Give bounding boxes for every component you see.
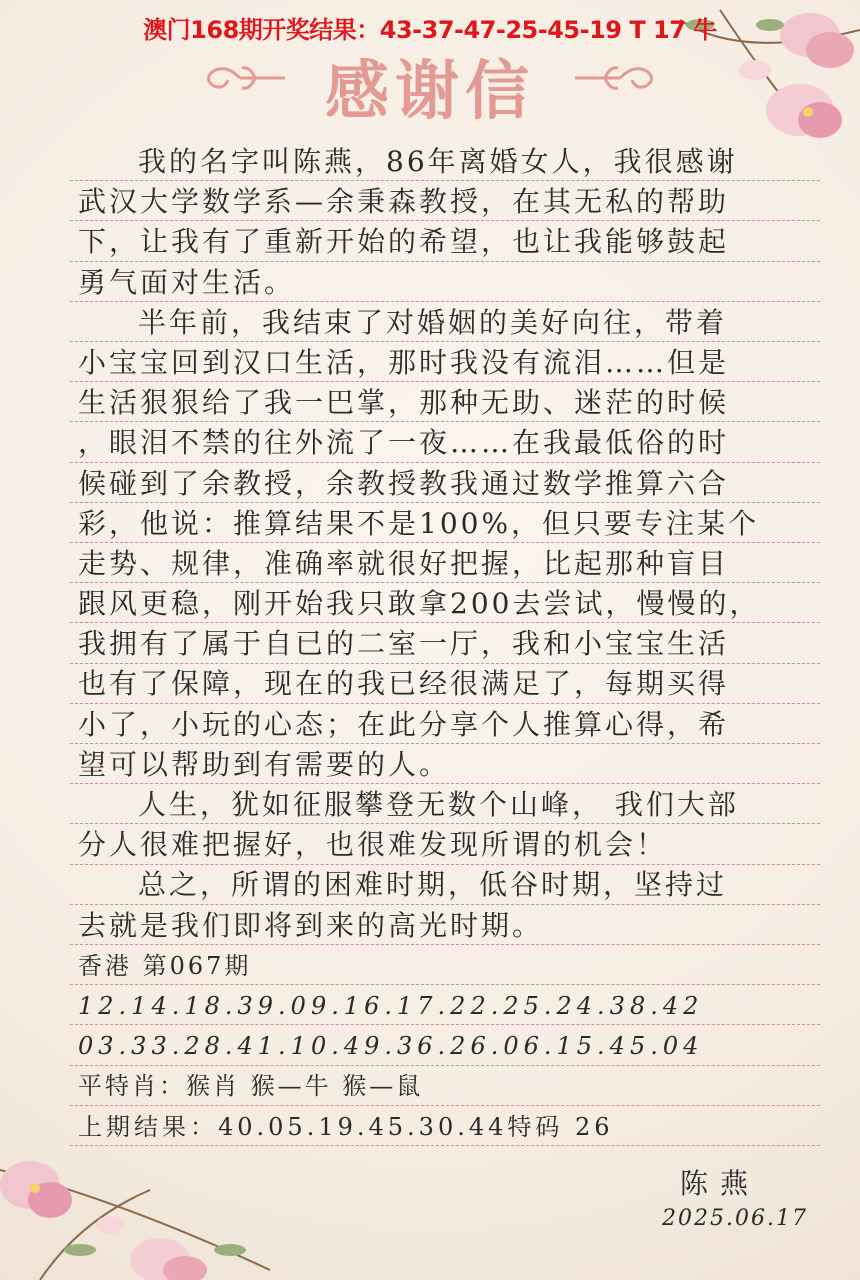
signature-date: 2025.06.17 — [662, 1206, 808, 1231]
lottery-headline: 澳门168期开奖结果：43-37-47-25-45-19 T 17 牛 — [143, 16, 717, 44]
letter-line: 彩，他说：推算结果不是100%，但只要专注某个 — [78, 506, 760, 540]
title-area — [0, 40, 860, 129]
letter-line: 半年前，我结束了对婚姻的美好向往，带着 — [138, 305, 728, 339]
letter-line: 望可以帮助到有需要的人。 — [78, 747, 451, 781]
numbers-row-2: 03.33.28.41.10.49.36.26.06.15.45.04 — [78, 1032, 704, 1061]
letter-line: 小了，小玩的心态；在此分享个人推算心得，希 — [78, 707, 730, 741]
letter-line: 走势、规律，准确率就很好把握，比起那种盲目 — [78, 546, 730, 580]
letter-line: 勇气面对生活。 — [78, 265, 296, 299]
letter-line: ，眼泪不禁的往外流了一夜……在我最低俗的时 — [78, 426, 730, 460]
letter-line: 总之，所谓的困难时期，低谷时期，坚持过 — [138, 868, 728, 902]
letter-line: 我的名字叫陈燕，86年离婚女人，我很感谢 — [138, 145, 738, 178]
letter-line: 生活狠狠给了我一巴掌，那种无助、迷茫的时候 — [78, 386, 730, 420]
letter-line: 武汉大学数学系—余秉森教授，在其无私的帮助 — [78, 185, 730, 219]
letter-line: 候碰到了余教授，余教授教我通过数学推算六合 — [78, 466, 730, 500]
flowers-bottom-left — [0, 1130, 280, 1280]
letter-body — [78, 142, 818, 1147]
signature-name: 陈燕 — [680, 1167, 761, 1200]
period-label: 香港 第067期 — [78, 951, 252, 980]
letter-line: 小宝宝回到汉口生活，那时我没有流泪……但是 — [78, 345, 730, 379]
letter-line: 我拥有了属于自已的二室一厅，我和小宝宝生活 — [78, 627, 730, 661]
letter-line: 也有了保障，现在的我已经很满足了，每期买得 — [78, 667, 730, 701]
numbers-row-1: 12.14.18.39.09.16.17.22.25.24.38.42 — [78, 991, 704, 1020]
letter-title: 感谢信 — [325, 54, 535, 129]
ornament-right-icon — [570, 58, 660, 98]
letter-line: 跟风更稳，刚开始我只敢拿200去尝试，慢慢的， — [78, 587, 761, 621]
letter-line: 人生，犹如征服攀登无数个山峰， 我们大部 — [138, 788, 739, 821]
letter-line: 去就是我们即将到来的高光时期。 — [78, 908, 544, 942]
last-result-line: 上期结果：40.05.19.45.30.44特码 26 — [78, 1112, 614, 1141]
letter-line: 分人很难把握好，也很难发现所谓的机会！ — [78, 828, 668, 862]
zodiac-line: 平特肖：猴肖 猴—牛 猴—鼠 — [78, 1072, 424, 1101]
letter-line: 下，让我有了重新开始的希望，也让我能够鼓起 — [78, 225, 730, 259]
